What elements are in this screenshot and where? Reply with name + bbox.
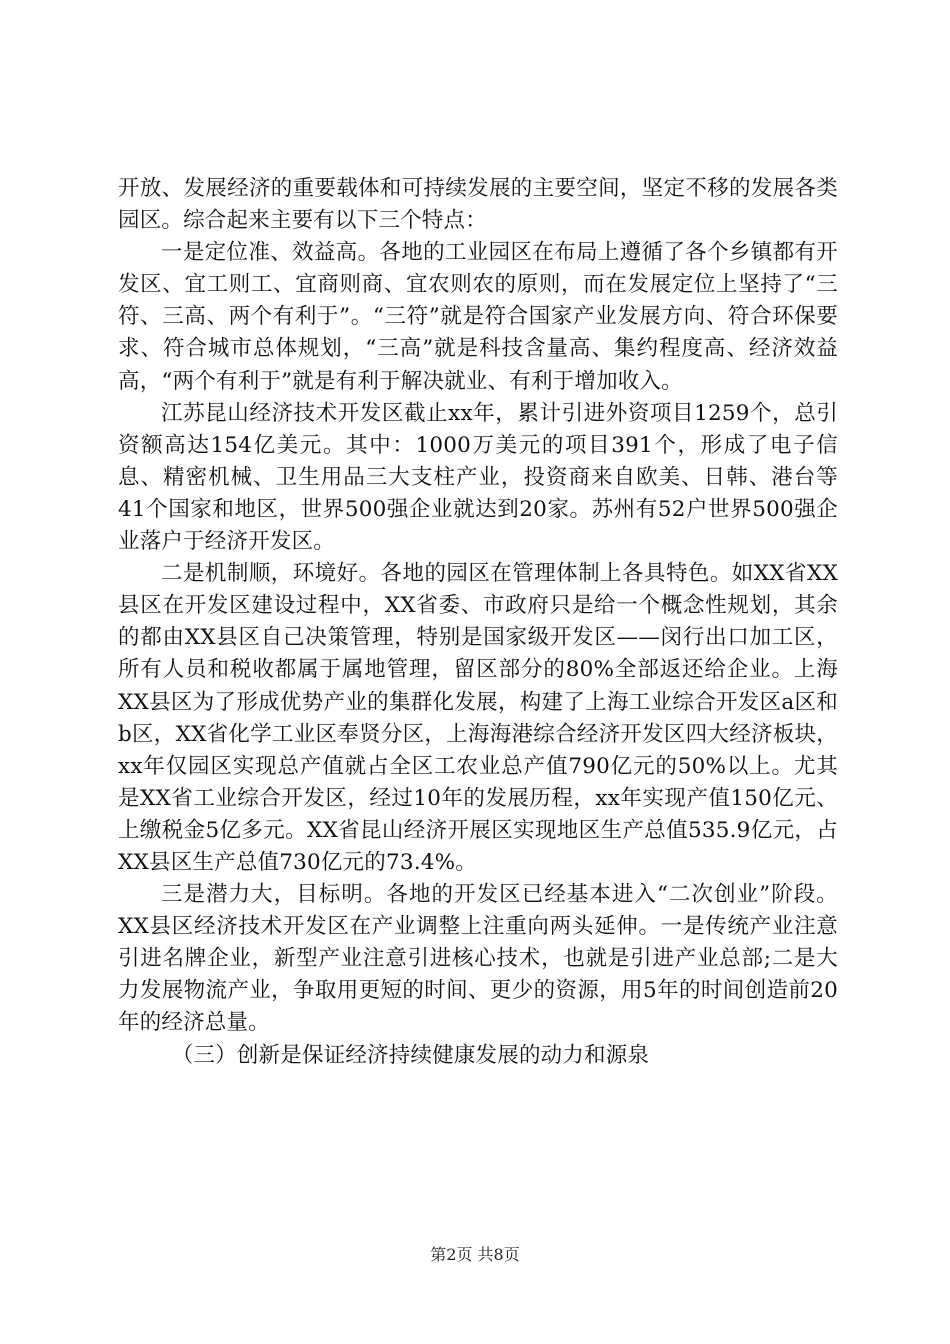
paragraph-feature-one: 一是定位准、效益高。各地的工业园区在布局上遵循了各个乡镇都有开发区、宜工则工、宜商则商、宜农则农的原则，而在发展定位上坚持了“三符、三高、两个有利于”。“三符”就是符合国家产业发展方向、符合环保要求、符合城市总体规划，“三高”就是科技含量高、集约程度高、经济效益高，“两个有利于”就是有利于解决就业、有利于增加收入。 bbox=[118, 240, 838, 394]
paragraph-feature-three: 三是潜力大，目标明。各地的开发区已经基本进入“二次创业”阶段。XX县区经济技术开发区在产业调整上注重向两头延伸。一是传统产业注意引进名牌企业，新型产业注意引进核心技术，也就是引进产业总部;二是大力发展物流产业，争取用更短的时间、更少的资源，用5年的时间创造前20年的经济总量。 bbox=[118, 882, 838, 1036]
paragraph-intro-continuation: 开放、发展经济的重要载体和可持续发展的主要空间，坚定不移的发展各类园区。综合起来主要有以下三个特点： bbox=[118, 176, 838, 234]
paragraph-kunshan-example: 江苏昆山经济技术开发区截止xx年，累计引进外资项目1259个，总引资额高达154亿美元。其中：1000万美元的项目391个，形成了电子信息、精密机械、卫生用品三大支柱产业，投资商来自欧美、日韩、港台等41个国家和地区，世界500强企业就达到20家。苏州有52户世界500强企业落户于经济开发区。 bbox=[118, 400, 838, 555]
section-heading: （三）创新是保证经济持续健康发展的动力和源泉 bbox=[171, 1042, 650, 1068]
document-body bbox=[118, 173, 838, 1072]
paragraph-feature-two: 二是机制顺，环境好。各地的园区在管理体制上各具特色。如XX省XX县区在开发区建设过程中，XX省委、市政府只是给一个概念性规划，其余的都由XX县区自己决策管理，特别是国家级开发区——闵行出口加工区，所有人员和税收都属于属地管理，留区部分的80%全部返还给企业。上海XX县区为了形成优势产业的集群化发展，构建了上海工业综合开发区a区和b区，XX省化学工业区奉贤分区，上海海港综合经济开发区四大经济板块，xx年仅园区实现总产值就占全区工农业总产值790亿元的50%以上。尤其是XX省工业综合开发区，经过10年的发展历程，xx年实现产值150亿元、上缴税金5亿多元。XX省昆山经济开展区实现地区生产总值535.9亿元，占XX县区生产总值730亿元的73.4%。 bbox=[118, 561, 838, 875]
page-number-indicator: 第2页 共8页 bbox=[430, 1245, 520, 1264]
page-footer bbox=[0, 1245, 950, 1265]
